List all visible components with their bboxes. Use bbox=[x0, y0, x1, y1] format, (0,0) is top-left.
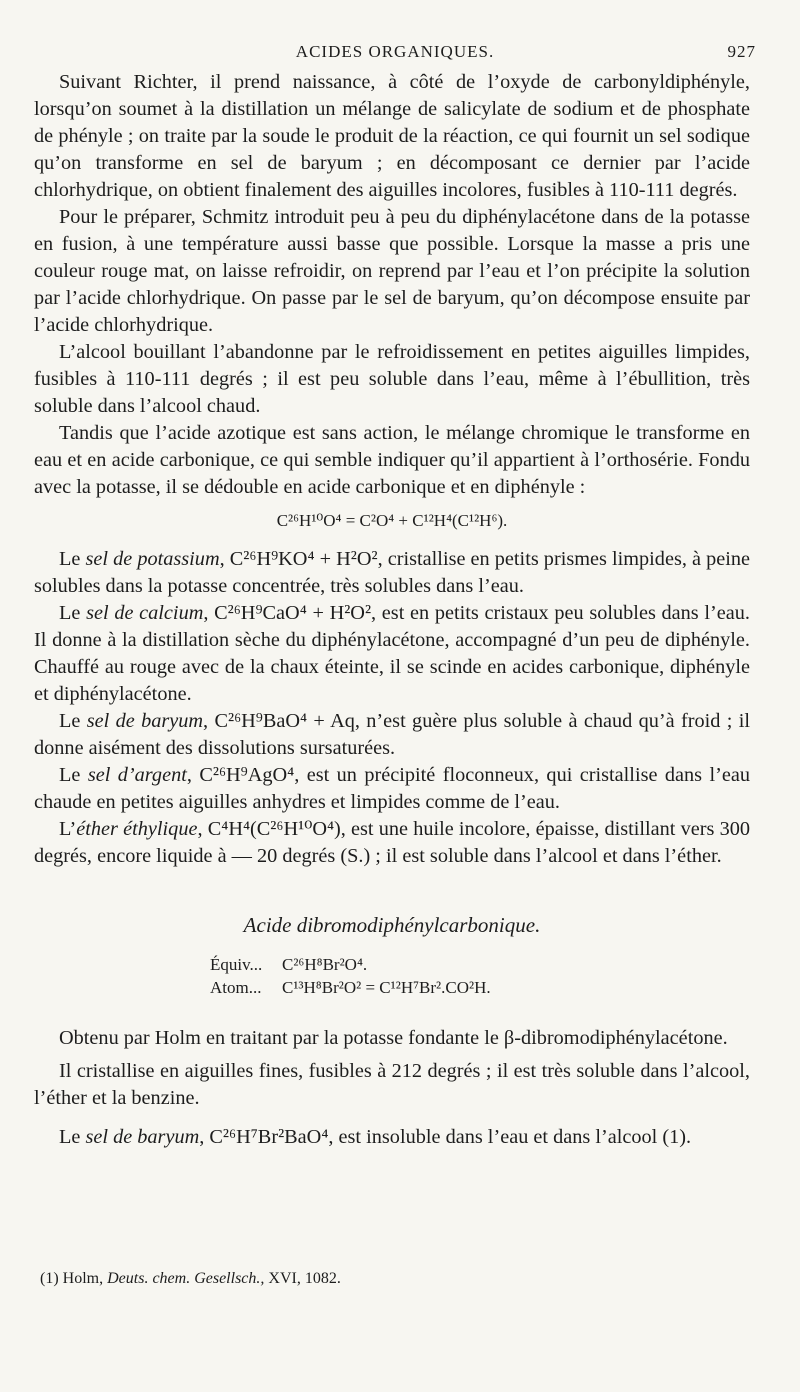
salt-paragraph: Le sel de potassium, C²⁶H⁹KO⁴ + H²O², cristallise en petits prismes limpides, à peine solubles dans la potasse concentrée, très solubles dans l’eau. bbox=[34, 548, 751, 597]
salt-name: sel de calcium bbox=[86, 602, 204, 624]
footnote-author: Holm, bbox=[62, 1270, 104, 1287]
paragraph: L’alcool bouillant l’abandonne par le refroidissement en petites aiguilles limpides, fusibles à 110-111 degrés ; il est peu soluble dans l’eau, même à l’ébullition, très soluble dans l’alcool chaud. bbox=[34, 341, 750, 417]
salt-paragraph: Le sel de baryum, C²⁶H⁹BaO⁴ + Aq, n’est guère plus soluble à chaud qu’à froid ; il donne aisément des dissolutions sursaturées. bbox=[34, 710, 750, 759]
footnote bbox=[40, 1270, 341, 1288]
running-header bbox=[34, 42, 756, 66]
decomposition-formula: C²⁶H¹⁰O⁴ = C²O⁴ + C¹²H⁴(C¹²H⁶). bbox=[276, 511, 508, 530]
paragraph: Il cristallise en aiguilles fines, fusibles à 212 degrés ; il est très soluble dans l’alcool, l’éther et la benzine. bbox=[34, 1060, 750, 1109]
formula-block bbox=[210, 953, 750, 999]
atom-line: Atom... C¹³H⁸Br²O² = C¹²H⁷Br².CO²H. bbox=[210, 978, 491, 997]
page-number: 927 bbox=[727, 42, 756, 61]
main-text bbox=[34, 69, 750, 1151]
salt-name: sel de baryum bbox=[86, 710, 204, 732]
equiv-line: Équiv... C²⁶H⁸Br²O⁴. bbox=[210, 955, 368, 974]
paragraph: Pour le préparer, Schmitz introduit peu à peu du diphénylacétone dans de la potasse en fusion, à une température aussi basse que possible. Lorsque la masse a pris une couleur rouge mat, on laisse refroidir, on reprend par l’eau et l’on précipite la solution par l’acide chlorhydrique. On passe par le sel de baryum, qu’on décompose ensuite par l’acide chlorhydrique. bbox=[34, 206, 750, 336]
header-title: ACIDES ORGANIQUES. bbox=[295, 42, 495, 61]
section-title: Acide dibromodiphénylcarbonique. bbox=[243, 913, 541, 937]
salt-paragraph: Le sel d’argent, C²⁶H⁹AgO⁴, est un précipité floconneux, qui cristallise dans l’eau chaude en petites aiguilles anhydres et limpides comme de l’eau. bbox=[34, 764, 751, 813]
salt-paragraph: Le sel de baryum, C²⁶H⁷Br²BaO⁴, est insoluble dans l’eau et dans l’alcool (1). bbox=[59, 1126, 692, 1148]
paragraph: Suivant Richter, il prend naissance, à côté de l’oxyde de carbonyldiphényle, lorsqu’on soumet à la distillation un mélange de salicylate de sodium et de phosphate de phényle ; on traite par la soude le produit de la réaction, ce qui fournit un sel sodique qu’on transforme en sel de baryum ; en décomposant ce dernier par l’acide chlorhydrique, on obtient finalement des aiguilles incolores, fusibles à 110-111 degrés. bbox=[34, 71, 750, 201]
salt-paragraph: L’éther éthylique, C⁴H⁴(C²⁶H¹⁰O⁴), est une huile incolore, épaisse, distillant vers 300 degrés, encore liquide à — 20 degrés (S.) ; il est soluble dans l’alcool et dans l’éther. bbox=[34, 818, 750, 867]
footnote-journal: Deuts. chem. Gesellsch., bbox=[107, 1270, 265, 1287]
footnote-number: (1) bbox=[40, 1270, 59, 1287]
salt-name: sel de baryum bbox=[85, 1126, 200, 1148]
paragraph: Obtenu par Holm en traitant par la potasse fondante le β-dibromodiphénylacétone. bbox=[59, 1027, 728, 1049]
salt-name: sel de potassium bbox=[85, 548, 220, 570]
salt-paragraph: Le sel de calcium, C²⁶H⁹CaO⁴ + H²O², est en petits cristaux peu solubles dans l’eau. Il donne à la distillation sèche du diphénylacétone, accompagné d’un peu de diphényle. Chauffé au rouge avec de la chaux éteinte, il se scinde en acides carbonique, diphényle et diphénylacétone. bbox=[34, 602, 750, 705]
salt-name: sel d’argent bbox=[87, 764, 187, 786]
footnote-ref: XVI, 1082. bbox=[268, 1270, 341, 1287]
salt-name: éther éthylique bbox=[76, 818, 198, 840]
paragraph: Tandis que l’acide azotique est sans action, le mélange chromique le transforme en eau et en acide carbonique, ce qui semble indiquer qu’il appartient à l’orthosérie. Fondu avec la potasse, il se dédouble en acide carbonique et en diphényle : bbox=[34, 422, 750, 498]
